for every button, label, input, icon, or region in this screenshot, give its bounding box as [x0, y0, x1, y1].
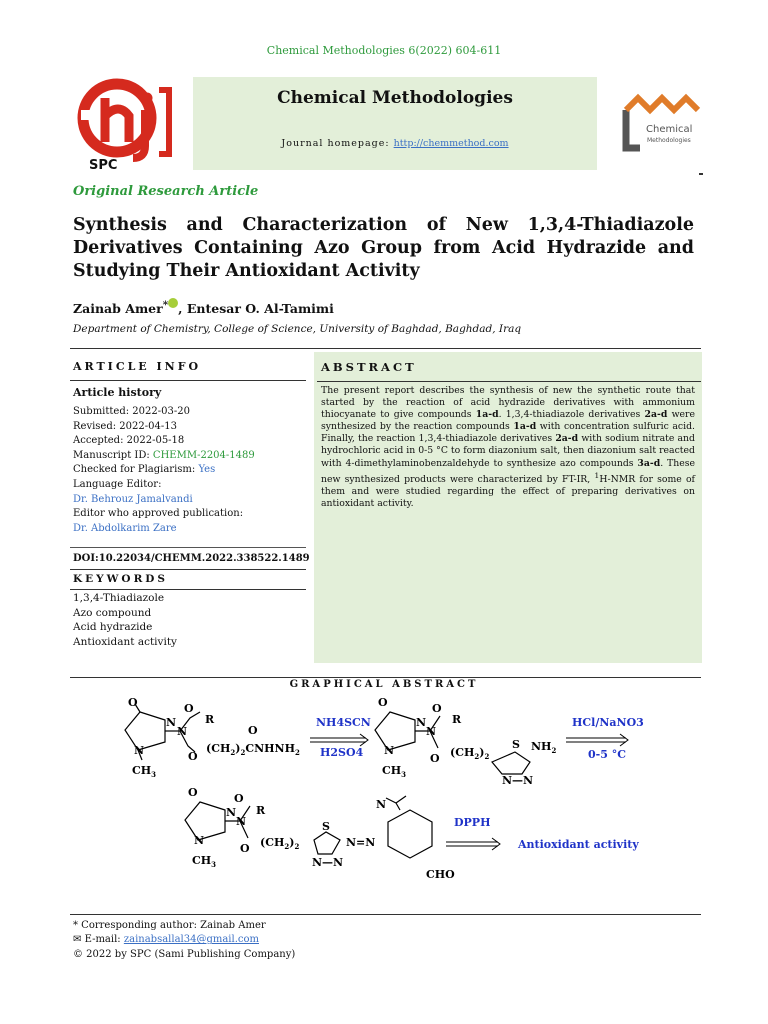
journal-title: Chemical Methodologies [277, 88, 513, 108]
journal-citation: Chemical Methodologies 6(2022) 604-611 [266, 44, 502, 57]
submitted-date: Submitted: 2022-03-20 [73, 406, 190, 417]
article-history-heading: Article history [73, 386, 162, 399]
svg-text:R: R [256, 804, 266, 817]
svg-text:CHO: CHO [426, 868, 455, 881]
authors [73, 298, 334, 316]
plagiarism-value: Yes [198, 464, 216, 476]
abstract-heading: ABSTRACT [321, 360, 417, 374]
keyword-item: 1,3,4-Thiadiazole [73, 592, 165, 604]
svg-text:O: O [188, 786, 198, 799]
svg-text:N: N [236, 815, 247, 828]
footer [73, 919, 295, 962]
editor-name-link[interactable]: Dr. Behrouz Jamalvandi [73, 493, 193, 505]
divider [70, 569, 306, 570]
svg-text:N=N: N=N [346, 836, 376, 849]
divider [317, 381, 701, 382]
doi: DOI:10.22034/CHEMM.2022.338522.1489 [73, 553, 310, 564]
keywords-heading: KEYWORDS [73, 573, 168, 585]
corresponding-author: * Corresponding author: Zainab Amer [73, 920, 266, 931]
svg-text:N—N: N—N [502, 774, 534, 787]
article-info-heading: ARTICLE INFO [73, 360, 202, 373]
svg-text:(CH2)2: $(CH_2)_2$ [450, 746, 490, 761]
svg-text:NH2: $NH_2$ [531, 740, 557, 755]
orcid-icon[interactable] [168, 298, 178, 308]
structure-azo-compound [185, 796, 432, 858]
logo-text-line1: Chemical [646, 124, 693, 135]
divider [70, 547, 306, 548]
reagent-1-top: NH4SCN [316, 716, 371, 729]
envelope-icon: ✉ [73, 934, 82, 946]
keywords-list [73, 591, 177, 649]
divider [70, 677, 701, 678]
svg-text:N—N: N—N [312, 856, 344, 869]
reagent-2-top: HCl/NaNO3 [572, 716, 644, 729]
reagent-1-bottom: H2SO4 [320, 746, 364, 759]
svg-text:O: O [188, 750, 198, 763]
divider [70, 589, 306, 590]
plagiarism-row [73, 463, 255, 478]
svg-text:O: O [128, 696, 138, 709]
divider [70, 914, 701, 915]
copyright: © 2022 by SPC (Sami Publishing Company) [73, 948, 296, 960]
keyword-item: Azo compound [73, 606, 152, 619]
author-2: Entesar O. Al-Tamimi [186, 301, 334, 317]
plagiarism-label: Checked for Plagiarism: [73, 464, 199, 476]
graphical-abstract-heading: GRAPHICAL ABSTRACT [289, 679, 479, 690]
divider [70, 348, 701, 349]
author-1: Zainab Amer [73, 301, 163, 317]
approver-label: Editor who approved publication: [73, 508, 244, 520]
homepage-label: Journal homepage: [281, 138, 390, 149]
svg-text:S: S [322, 820, 330, 833]
spc-logo-text: SPC [89, 158, 118, 173]
author-separator: , [178, 301, 187, 317]
svg-text:R: R [452, 713, 462, 726]
keyword-item: Antioxidant activity [73, 635, 177, 648]
manuscript-label: Manuscript ID: [73, 449, 153, 461]
svg-text:N: N [166, 716, 177, 729]
svg-text:N: N [416, 716, 427, 729]
svg-text:(CH2)2CNHNH2: $(CH_2)_2CNHNH_2$ [206, 742, 300, 757]
svg-text:N: N [226, 806, 237, 819]
keyword-item: Acid hydrazide [73, 621, 153, 633]
manuscript-id-row [73, 449, 255, 464]
approver-name-link[interactable]: Dr. Abdolkarim Zare [73, 522, 177, 534]
paper-title: Synthesis and Characterization of New 1,3,4-Thiadiazole Derivatives Containing Azo Group from Acid Hydrazide and Studying Their Antioxidant Activity [73, 215, 694, 281]
svg-text:CH3: $CH_3$ [192, 854, 217, 869]
article-type: Original Research Article [73, 184, 259, 199]
abstract-text: The present report describes the synthesis of new the synthetic route that started by the reaction of acid hydrazide derivatives with ammonium thiocyanate to give compounds 1a-d. 1,3,4-thiadiazole derivatives 2a-d were synthesized by the reaction compounds 1a-d with concentration sulfuric acid. Finally, the reaction 1,3,4-thiadiazole derivatives 2a-d with sodium nitrate and hydrochloric acid in 0-5 °C to form diazonium salt, then diazonium salt reacted with 4-dimethylaminobenzaldehyde to synthesize azo compounds 3a-d. These new synthesized products were characterized by FT-IR, $^1$H-NMR for some of them and were studied regarding the effect of preparing derivatives on antioxidant activity. [321, 385, 696, 509]
svg-text:O: O [240, 842, 250, 855]
revised-date: Revised: 2022-04-13 [73, 420, 177, 432]
accepted-date: Accepted: 2022-05-18 [73, 435, 185, 447]
email-label: E-mail: [84, 934, 124, 946]
svg-text:O: O [432, 702, 442, 715]
reagent-3: DPPH [454, 816, 491, 829]
logo-text-line2: Methodologies [647, 137, 691, 144]
svg-text:N: N [134, 744, 145, 757]
chemical-methodologies-logo [612, 88, 702, 158]
svg-text:N: N [194, 834, 205, 847]
svg-text:CH3: $CH_3$ [382, 764, 407, 779]
email-link[interactable]: zainabsallal34@gmail.com [123, 934, 259, 946]
email-row [73, 933, 295, 947]
svg-text:N: N [376, 798, 387, 811]
svg-text:O: O [184, 702, 194, 715]
result-label: Antioxidant activity [518, 838, 639, 851]
svg-text:R: R [205, 713, 215, 726]
svg-text:CH3: $CH_3$ [132, 764, 157, 779]
article-history [73, 405, 255, 536]
svg-text:(CH2)2: $(CH_2)_2$ [260, 836, 300, 851]
svg-text:O: O [248, 724, 258, 737]
journal-homepage [193, 138, 597, 149]
svg-text:N: N [384, 744, 395, 757]
svg-text:N: N [177, 725, 188, 738]
reaction-scheme [70, 690, 700, 894]
svg-text:S: S [512, 738, 520, 751]
reagent-2-bottom: 0-5 °C [588, 748, 626, 761]
svg-text:O: O [430, 752, 440, 765]
svg-text:O: O [234, 792, 244, 805]
corresponding-mark: * [162, 299, 169, 311]
editor-label: Language Editor: [73, 478, 162, 490]
affiliation: Department of Chemistry, College of Science, University of Baghdad, Baghdad, Iraq [73, 323, 522, 335]
manuscript-id: CHEMM-2204-1489 [152, 449, 255, 461]
svg-text:N: N [426, 725, 437, 738]
homepage-link[interactable]: http://chemmethod.com [393, 138, 509, 149]
divider [70, 380, 306, 381]
svg-text:O: O [378, 696, 388, 709]
header-corner-mark [699, 173, 703, 175]
